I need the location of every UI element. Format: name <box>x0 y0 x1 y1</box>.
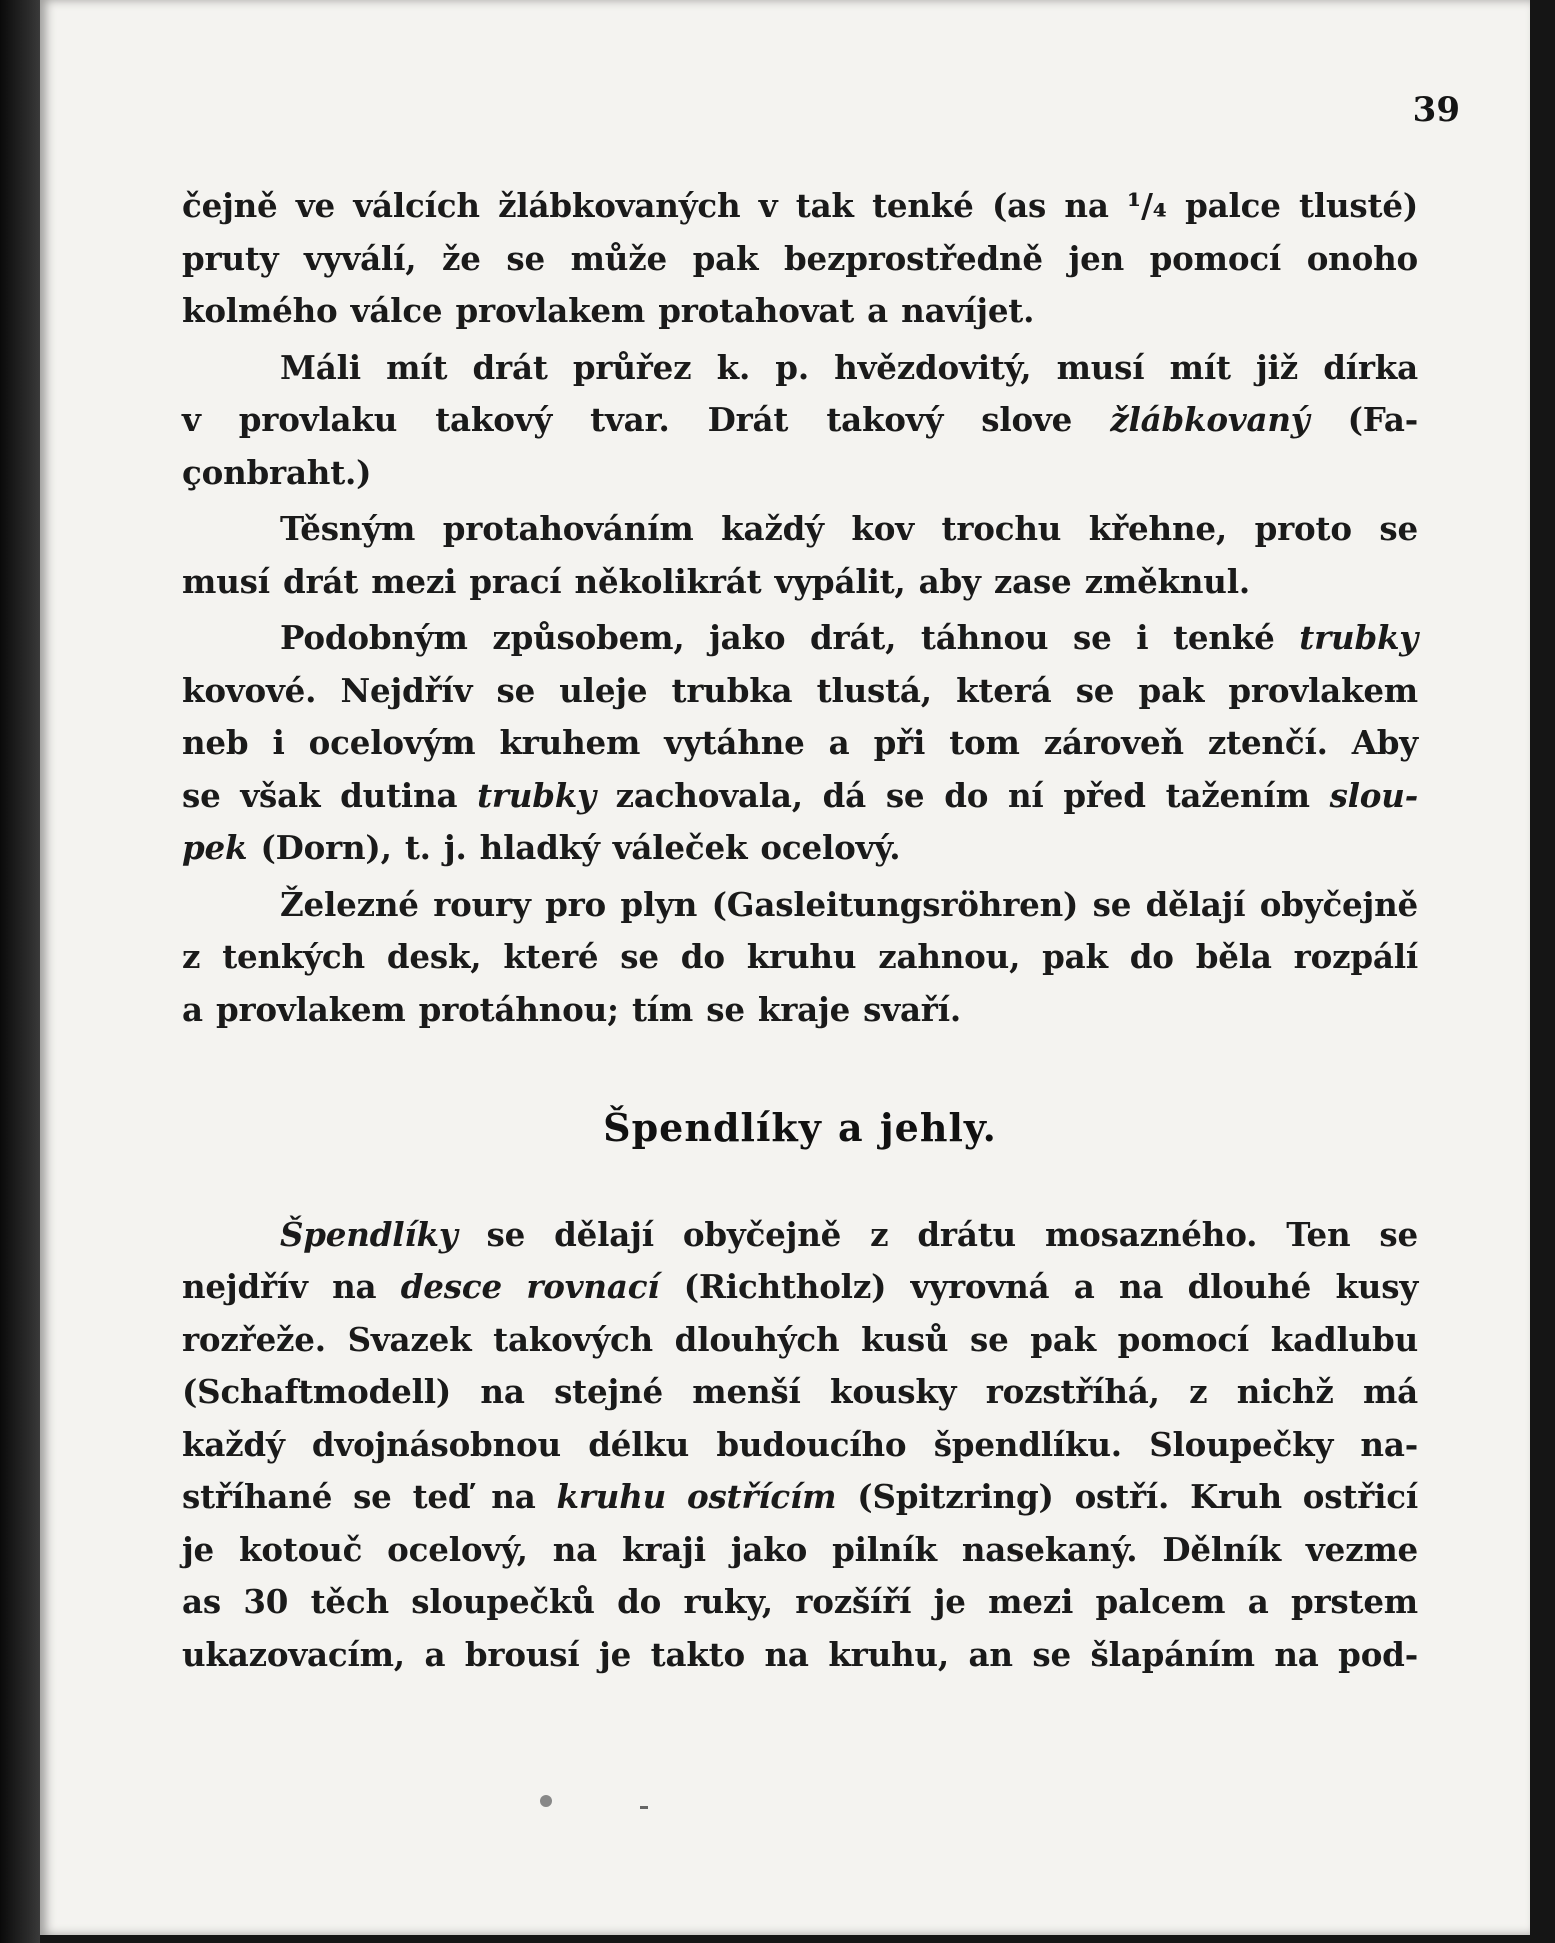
text-line: se však dutina trubky zachovala, dá se do ní před tažením slou- <box>182 775 1419 815</box>
page-text <box>182 180 1418 1685</box>
section-heading: Špendlíky a jehly. <box>603 1105 997 1150</box>
text-line: Těsným protahováním každý kov trochu křehne, proto se <box>280 509 1418 548</box>
text-line: Železné roury pro plyn (Gasleitungsröhren) se dělají obyčejně <box>280 884 1418 924</box>
text-line: každý dvojnásobnou délku budoucího špendlíku. Sloupečky na- <box>182 1424 1418 1464</box>
text-line: kovové. Nejdřív se uleje trubka tlustá, která se pak provlakem <box>182 670 1418 710</box>
text-line: z tenkých desk, které se do kruhu zahnou, pak do běla rozpálí <box>182 937 1418 976</box>
paragraph-2 <box>182 342 1418 500</box>
text-line: Máli mít drát průřez k. p. hvězdovitý, musí mít již dírka <box>280 347 1418 387</box>
text-line: a provlakem protáhnou; tím se kraje svaří. <box>182 989 961 1029</box>
text-line: Špendlíky se dělají obyčejně z drátu mosazného. Ten se <box>280 1214 1418 1254</box>
text-line: kolmého válce provlakem protahovat a navíjet. <box>182 291 1035 330</box>
book-page <box>40 0 1530 1935</box>
text-line: neb i ocelovým kruhem vytáhne a při tom zároveň ztenčí. Aby <box>182 723 1418 762</box>
scan-speck <box>540 1795 552 1807</box>
page-number: 39 <box>1412 90 1460 130</box>
text-line: čejně ve válcích žlábkovaných v tak tenké (as na ¹/₄ palce tlusté) <box>182 186 1418 225</box>
text-line: pek (Dorn), t. j. hladký váleček ocelový. <box>182 828 901 867</box>
paragraph-4 <box>182 612 1418 875</box>
text-line: je kotouč ocelový, na kraji jako pilník nasekaný. Dělník vezme <box>182 1529 1418 1569</box>
text-line: musí drát mezi prací několikrát vypálit, aby zase změknul. <box>182 561 1250 601</box>
text-line: as 30 těch sloupečků do ruky, rozšíří je mezi palcem a prstem <box>182 1582 1418 1621</box>
paragraph-5 <box>182 879 1418 1037</box>
text-line: v provlaku takový tvar. Drát takový slove žlábkovaný (Fa- <box>182 400 1418 439</box>
paragraph-1 <box>182 180 1418 338</box>
text-line: stříhané se teď na kruhu ostřícím (Spitzring) ostří. Kruh ostřicí <box>182 1477 1419 1516</box>
text-line: Podobným způsobem, jako drát, táhnou se i tenké trubky <box>280 618 1418 657</box>
paragraph-3 <box>182 503 1418 608</box>
text-line: pruty vyválí, že se může pak bezprostředně jen pomocí onoho <box>182 238 1418 278</box>
text-line: rozřeže. Svazek takových dlouhých kusů se pak pomocí kadlubu <box>182 1319 1418 1359</box>
text-line: ukazovacím, a brousí je takto na kruhu, an se šlapáním na pod- <box>182 1634 1418 1674</box>
scan-binding-edge <box>0 0 40 1943</box>
text-line: nejdřív na desce rovnací (Richtholz) vyrovná a na dlouhé kusy <box>182 1267 1419 1306</box>
text-line: çonbraht.) <box>182 452 372 492</box>
scan-speck <box>640 1806 648 1809</box>
paragraph-6 <box>182 1209 1418 1682</box>
text-line: (Schaftmodell) na stejné menší kousky rozstříhá, z nichž má <box>182 1372 1418 1411</box>
